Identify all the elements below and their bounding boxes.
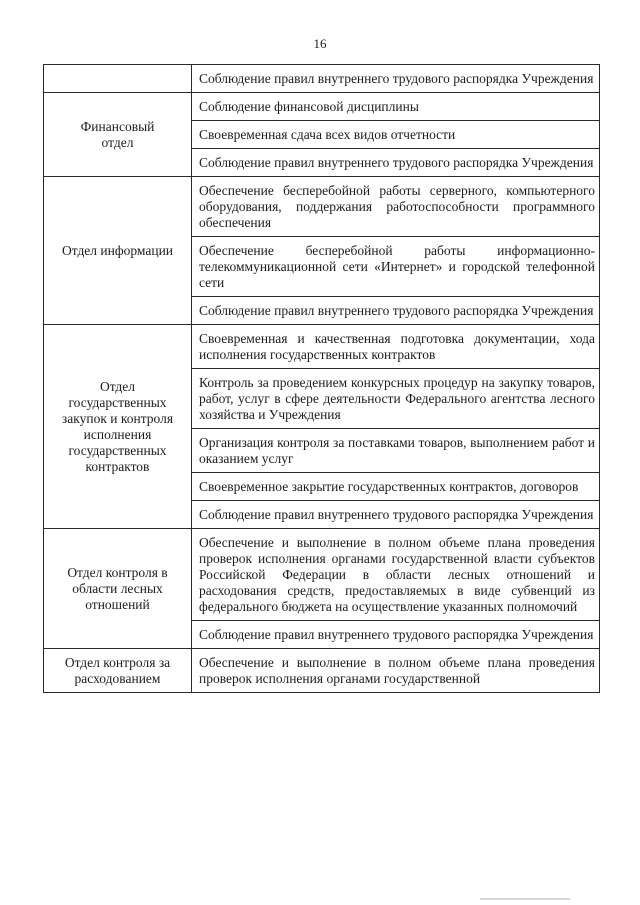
page-number: 16 — [313, 36, 327, 51]
duty-cell: Соблюдение правил внутреннего трудового распорядка Учреждения — [192, 65, 600, 93]
duty-cell: Обеспечение бесперебойной работы серверного, компьютерного оборудования, поддержания работоспособности программного обеспечения — [192, 177, 600, 237]
responsibilities-table — [43, 64, 600, 693]
duty-cell: Своевременное закрытие государственных контрактов, договоров — [192, 473, 600, 501]
department-cell: Отдел контроля в области лесных отношений — [44, 529, 192, 649]
duty-cell: Соблюдение правил внутреннего трудового распорядка Учреждения — [192, 501, 600, 529]
duty-cell: Контроль за проведением конкурсных процедур на закупку товаров, работ, услуг в сфере деятельности Федерального агентства лесного хозяйства и Учреждения — [192, 369, 600, 429]
department-cell — [44, 65, 192, 93]
table-row — [44, 93, 600, 121]
scan-artifact — [480, 898, 570, 900]
duty-cell: Своевременная сдача всех видов отчетности — [192, 121, 600, 149]
duty-cell: Своевременная и качественная подготовка документации, хода исполнения государственных контрактов — [192, 325, 600, 369]
table-row — [44, 649, 600, 693]
duty-cell: Обеспечение бесперебойной работы информационно-телекоммуникационной сети «Интернет» и городской телефонной сети — [192, 237, 600, 297]
table-row — [44, 65, 600, 93]
department-cell: Отдел государственных закупок и контроля исполнения государственных контрактов — [44, 325, 192, 529]
duty-cell: Организация контроля за поставками товаров, выполнением работ и оказанием услуг — [192, 429, 600, 473]
table-row — [44, 529, 600, 621]
department-cell: Отдел информации — [44, 177, 192, 325]
table-row — [44, 325, 600, 369]
duty-cell: Соблюдение правил внутреннего трудового распорядка Учреждения — [192, 297, 600, 325]
duty-cell: Обеспечение и выполнение в полном объеме плана проведения проверок исполнения органами государственной — [192, 649, 600, 693]
duty-cell: Соблюдение правил внутреннего трудового распорядка Учреждения — [192, 621, 600, 649]
department-cell: Финансовый отдел — [44, 93, 192, 177]
duty-cell: Обеспечение и выполнение в полном объеме плана проведения проверок исполнения органами государственной власти субъектов Российской Федерации в области лесных отношений и расходования средств, предоставляемых в виде субвенций из федерального бюджета на осуществление указанных полномочий — [192, 529, 600, 621]
duty-cell: Соблюдение финансовой дисциплины — [192, 93, 600, 121]
table-row — [44, 177, 600, 237]
department-cell: Отдел контроля за расходованием — [44, 649, 192, 693]
duty-cell: Соблюдение правил внутреннего трудового распорядка Учреждения — [192, 149, 600, 177]
